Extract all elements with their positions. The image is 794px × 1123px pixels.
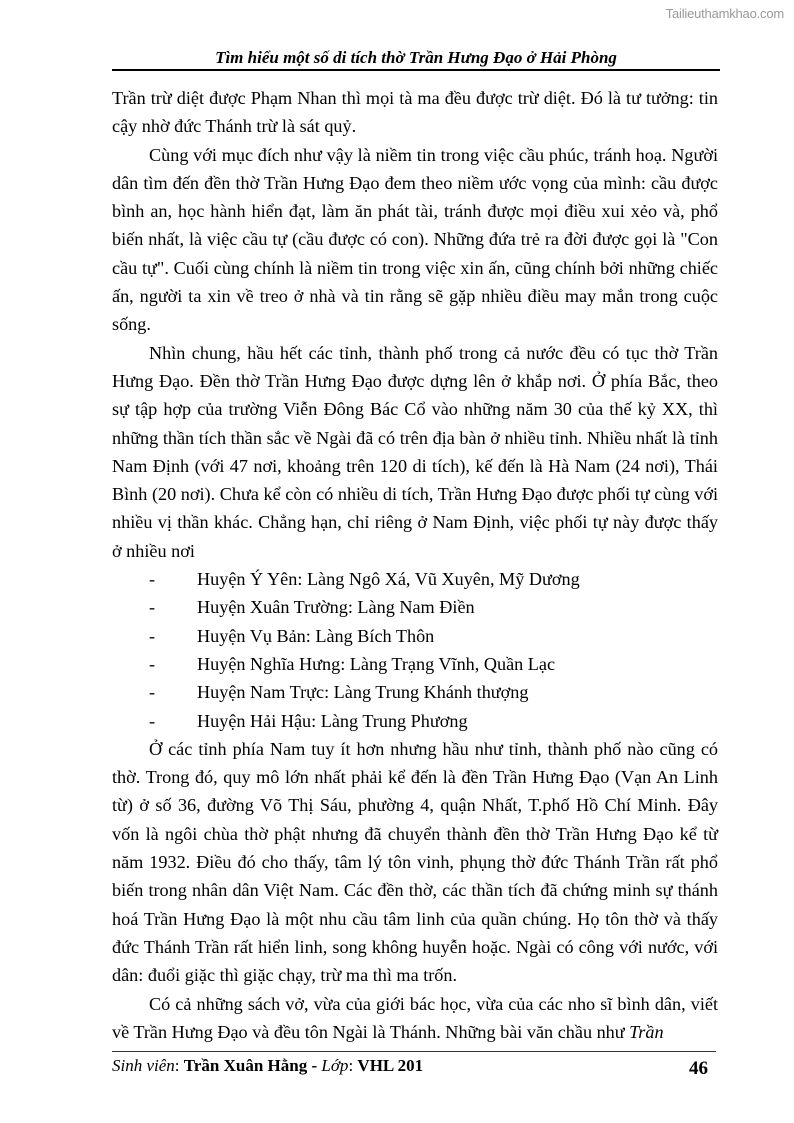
list-item <box>112 622 718 650</box>
italic-title-fragment: Trần <box>629 1021 664 1042</box>
dash-bullet: - <box>149 710 156 731</box>
footer-divider <box>112 1051 716 1052</box>
list-item <box>112 593 718 621</box>
paragraph-text: Có cả những sách vở, vừa của giới bác học, vừa của các nho sĩ bình dân, viết về Trần Hưng Đạo và đều tôn Ngài là Thánh. Những bài văn chầu như <box>112 993 718 1042</box>
list-item-text: Huyện Nam Trực: Làng Trung Khánh thượng <box>197 682 529 703</box>
dash-bullet: - <box>149 682 156 703</box>
paragraph: Cùng với mục đích như vậy là niềm tin trong việc cầu phúc, tránh hoạ. Người dân tìm đến đền thờ Trần Hưng Đạo đem theo niềm ước vọng của mình: cầu được bình an, học hành hiển đạt, làm ăn phát tài, tránh được mọi điều xui xẻo và, phổ biến nhất, là việc cầu tự (cầu được có con). Những đứa trẻ ra đời được gọi là "Con cầu tự". Cuối cùng chính là niềm tin trong việc xin ấn, cũng chính bởi những chiếc ấn, người ta xin về treo ở nhà và tin rằng sẽ gặp nhiều điều may mắn trong cuộc sống. <box>112 144 718 335</box>
separator: - <box>307 1056 322 1075</box>
page-header-title: Tìm hiểu một số di tích thờ Trần Hưng Đạo ở Hải Phòng <box>215 48 617 67</box>
list-item-text: Huyện Nghĩa Hưng: Làng Trạng Vĩnh, Quần Lạc <box>197 653 556 674</box>
watermark: Tailieuthamkhao.com <box>665 6 784 21</box>
header-divider <box>112 69 720 71</box>
student-label: Sinh viên <box>112 1056 175 1075</box>
list-item <box>112 650 718 678</box>
paragraph: Nhìn chung, hầu hết các tỉnh, thành phố trong cả nước đều có tục thờ Trần Hưng Đạo. Đền thờ Trần Hưng Đạo được dựng lên ở khắp nơi. Ở phía Bắc, theo sự tập hợp của trường Viễn Đông Bác Cổ vào những năm 30 của thế kỷ XX, thì những thần tích thần sắc về Ngài đã có trên địa bàn ở nhiều tỉnh. Nhiều nhất là tỉnh Nam Định (với 47 nơi, khoảng trên 120 di tích), kế đến là Hà Nam (24 nơi), Thái Bình (20 nơi). Chưa kể còn có nhiều di tích, Trần Hưng Đạo được phối tự cùng với nhiều vị thần khác. Chẳng hạn, chỉ riêng ở Nam Định, việc phối tự này được thấy ở nhiều nơi <box>112 342 718 561</box>
page-number: 46 <box>689 1058 708 1079</box>
village-list <box>112 565 718 735</box>
student-name: Trần Xuân Hằng <box>183 1056 308 1075</box>
dash-bullet: - <box>149 597 156 618</box>
dash-bullet: - <box>149 625 156 646</box>
class-label: Lớp <box>321 1056 349 1075</box>
list-item-text: Huyện Ý Yên: Làng Ngô Xá, Vũ Xuyên, Mỹ Dương <box>197 569 580 590</box>
document-body <box>112 84 718 1046</box>
dash-bullet: - <box>149 653 156 674</box>
paragraph: Ở các tỉnh phía Nam tuy ít hơn nhưng hầu như tỉnh, thành phố nào cũng có thờ. Trong đó, quy mô lớn nhất phải kể đến là đền Trần Hưng Đạo (Vạn An Linh từ) ở số 36, đường Võ Thị Sáu, phường 4, quận Nhất, T.phố Hồ Chí Minh. Đây vốn là ngôi chùa thờ phật nhưng đã chuyển thành đền thờ Trần Hưng Đạo kể từ năm 1932. Điều đó cho thấy, tâm lý tôn vinh, phụng thờ đức Thánh Trần rất phổ biến trong nhân dân Việt Nam. Các đền thờ, các thần tích đã chứng minh sự thánh hoá Trần Hưng Đạo là một nhu cầu tâm linh của quần chúng. Họ tôn thờ và thấy đức Thánh Trần rất hiển linh, song không huyễn hoặc. Ngài có công với nước, với dân: đuổi giặc thì giặc chạy, trừ ma thì ma trốn. <box>112 738 718 986</box>
colon: : <box>174 1056 184 1075</box>
list-item <box>112 565 718 593</box>
paragraph: Trần trừ diệt được Phạm Nhan thì mọi tà ma đều được trừ diệt. Đó là tư tưởng: tin cậy nhờ đức Thánh trừ là sát quỷ. <box>112 88 718 137</box>
list-item <box>112 678 718 706</box>
paragraph <box>112 990 718 1047</box>
class-value: VHL 201 <box>357 1056 424 1075</box>
list-item-text: Huyện Vụ Bản: Làng Bích Thôn <box>197 625 435 646</box>
colon: : <box>348 1056 358 1075</box>
page-footer <box>112 1056 716 1079</box>
list-item <box>112 707 718 735</box>
list-item-text: Huyện Hải Hậu: Làng Trung Phương <box>197 710 468 731</box>
dash-bullet: - <box>149 569 156 590</box>
list-item-text: Huyện Xuân Trường: Làng Nam Điền <box>197 597 475 618</box>
